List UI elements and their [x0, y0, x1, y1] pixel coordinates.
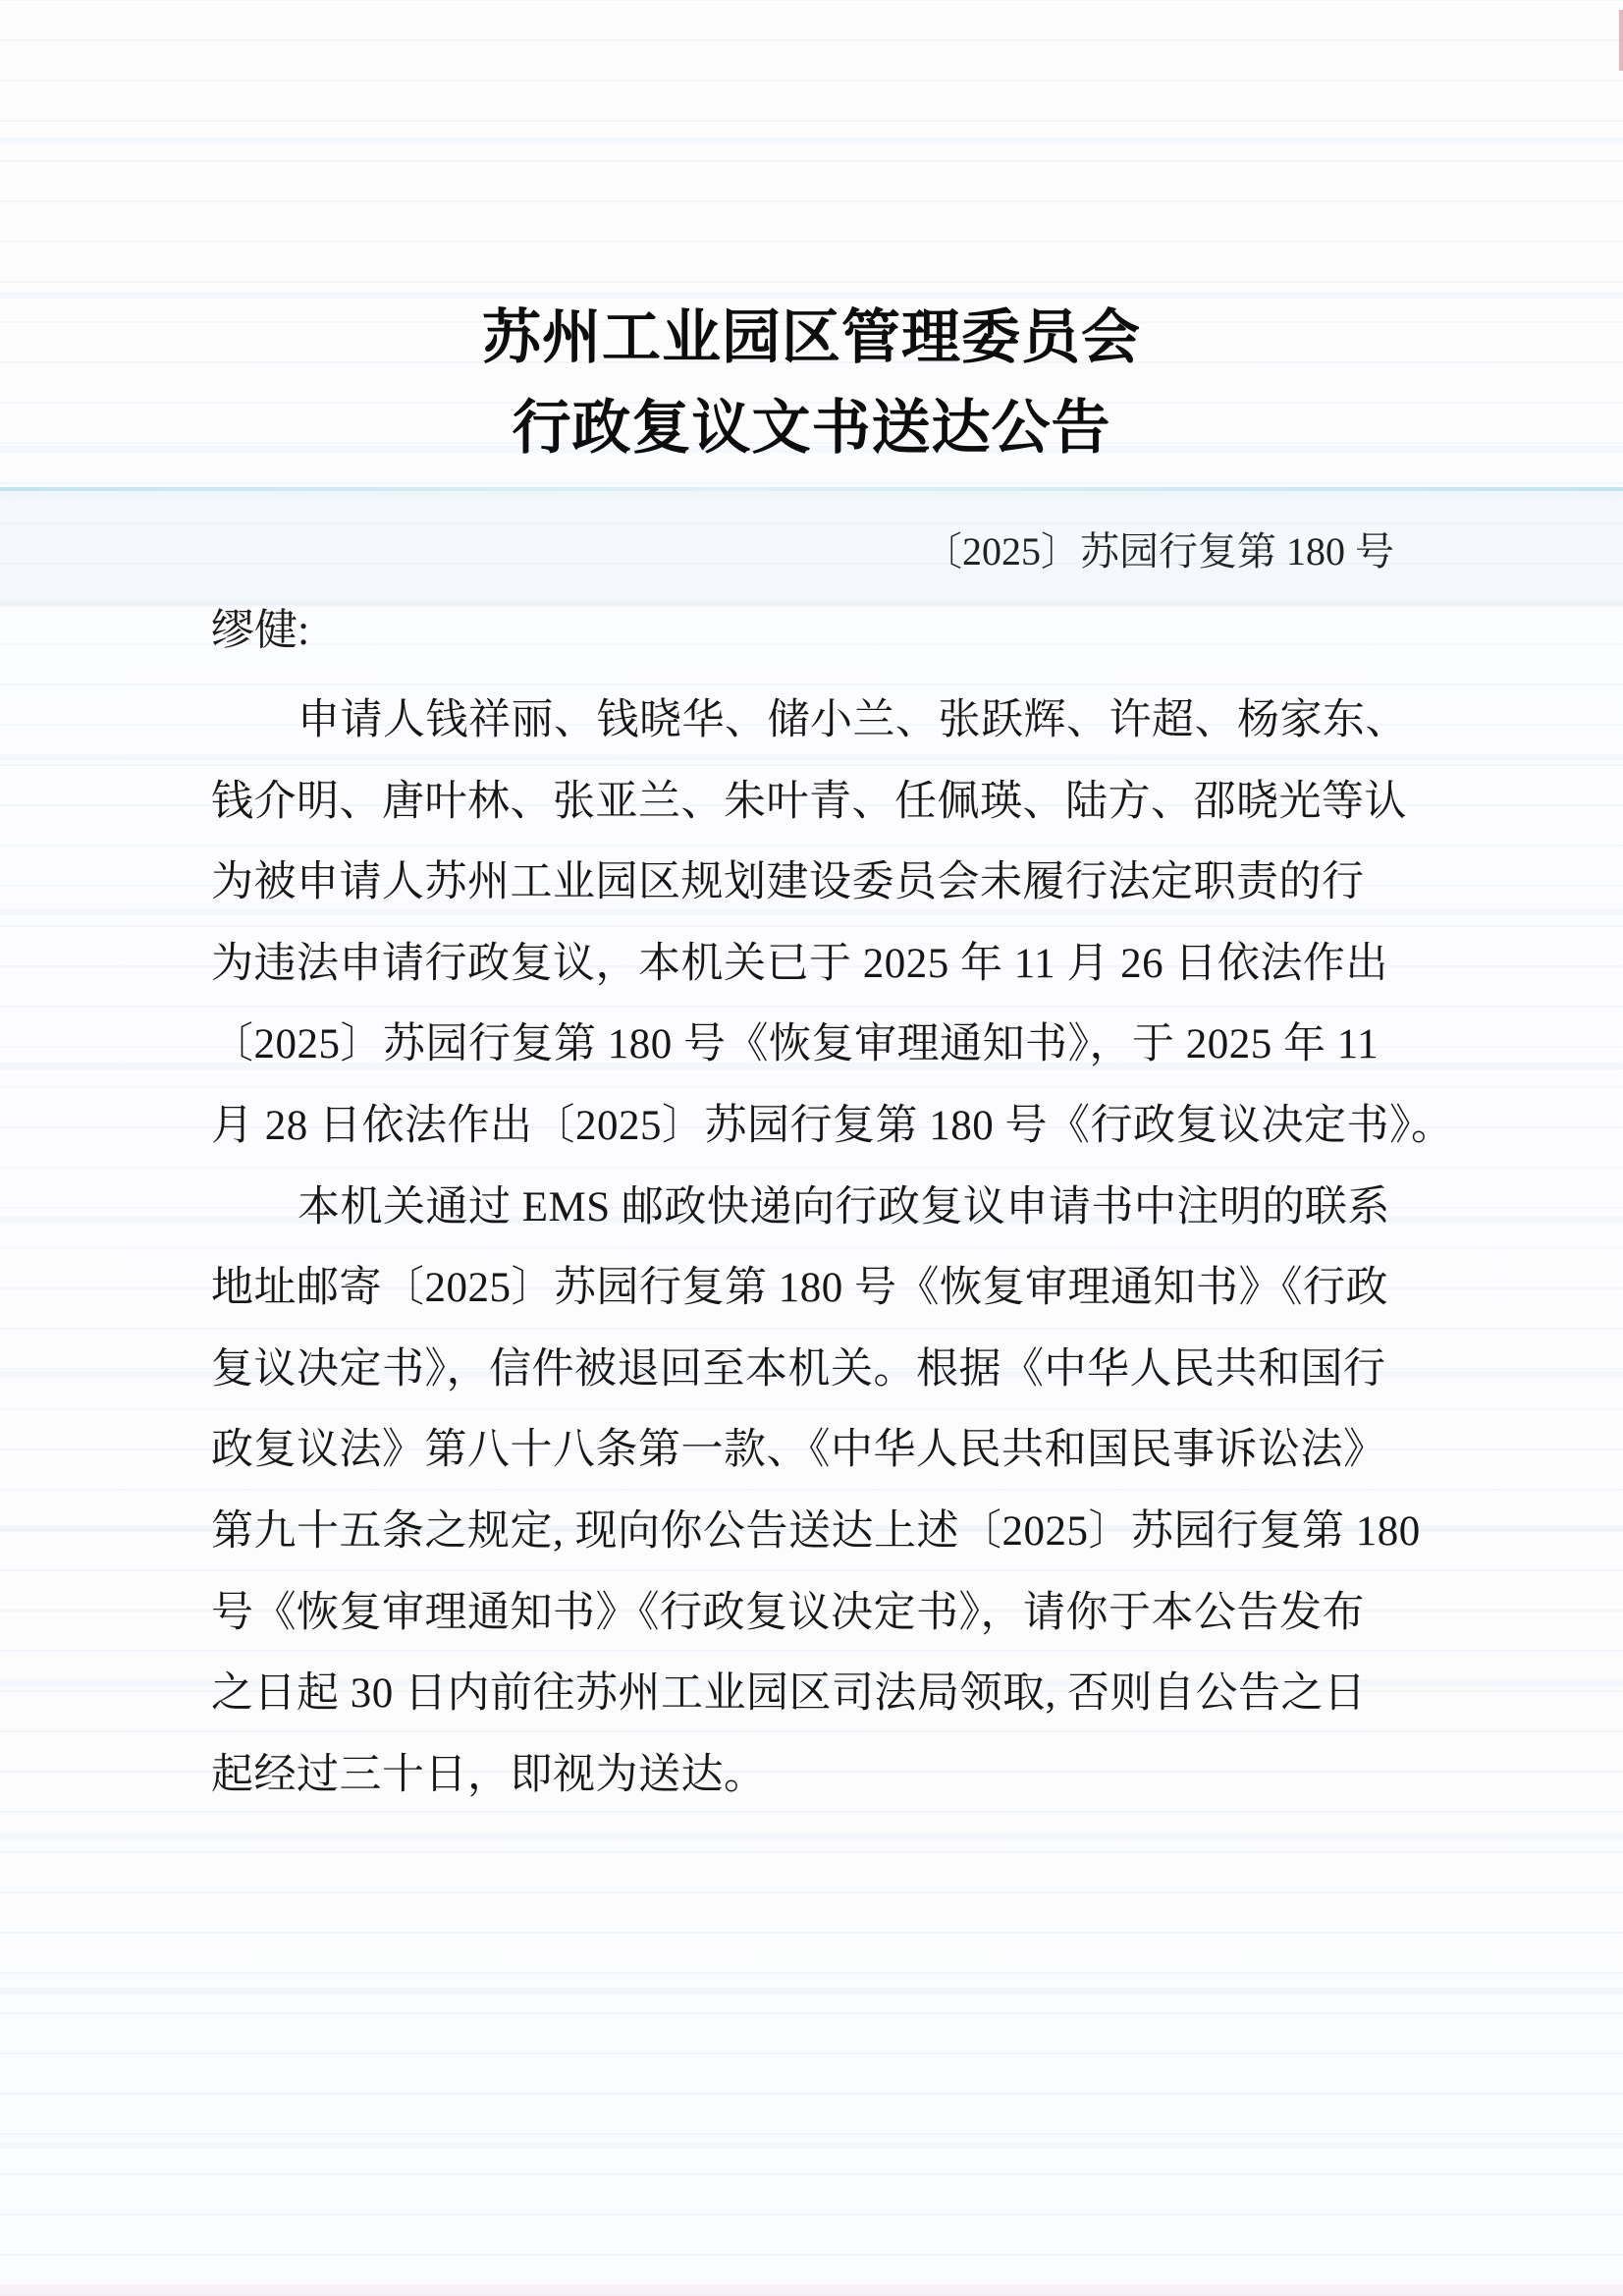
scan-edge-artifact	[1619, 10, 1623, 71]
addressee-name: 缪健:	[211, 606, 310, 654]
body-line-13: 之日起 30 日内前往苏州工业园区司法局领取, 否则自公告之日	[211, 1670, 1367, 1718]
document-title-line-1: 苏州工业园区管理委员会	[482, 305, 1141, 370]
document-title	[0, 293, 1623, 473]
body-line-5: 〔2025〕苏园行复第 180 号《恢复审理通知书》，于 2025 年 11	[211, 1021, 1380, 1068]
body-line-7: 本机关通过 EMS 邮政快递向行政复议申请书中注明的联系	[298, 1183, 1390, 1230]
body-line-1: 申请人钱祥丽、钱晓华、储小兰、张跃辉、许超、杨家东、	[298, 697, 1408, 743]
body-line-6: 月 28 日依法作出〔2025〕苏园行复第 180 号《行政复议决定书》。	[211, 1102, 1454, 1149]
body-line-11: 第九十五条之规定, 现向你公告送达上述〔2025〕苏园行复第 180	[211, 1507, 1421, 1555]
document-number: 〔2025〕苏园行复第 180 号	[923, 529, 1394, 574]
body-line-14: 起经过三十日，即视为送达。	[211, 1751, 767, 1798]
body-line-2: 钱介明、唐叶林、张亚兰、朱叶青、任佩瑛、陆方、邵晓光等认	[211, 778, 1407, 825]
body-line-4: 为违法申请行政复议，本机关已于 2025 年 11 月 26 日依法作出	[211, 940, 1388, 987]
document-body	[211, 681, 1454, 1816]
body-line-10: 政复议法》第八十八条第一款、《中华人民共和国民事诉讼法》	[211, 1427, 1386, 1474]
document-title-line-2: 行政复议文书送达公告	[512, 396, 1111, 461]
scan-bottom-band	[0, 2284, 1623, 2296]
body-line-8: 地址邮寄〔2025〕苏园行复第 180 号《恢复审理通知书》《行政	[211, 1265, 1388, 1312]
body-line-9: 复议决定书》，信件被退回至本机关。根据《中华人民共和国行	[211, 1345, 1386, 1393]
body-line-12: 号《恢复审理通知书》《行政复议决定书》，请你于本公告发布	[211, 1589, 1365, 1636]
body-line-3: 为被申请人苏州工业园区规划建设委员会未履行法定职责的行	[211, 859, 1365, 906]
